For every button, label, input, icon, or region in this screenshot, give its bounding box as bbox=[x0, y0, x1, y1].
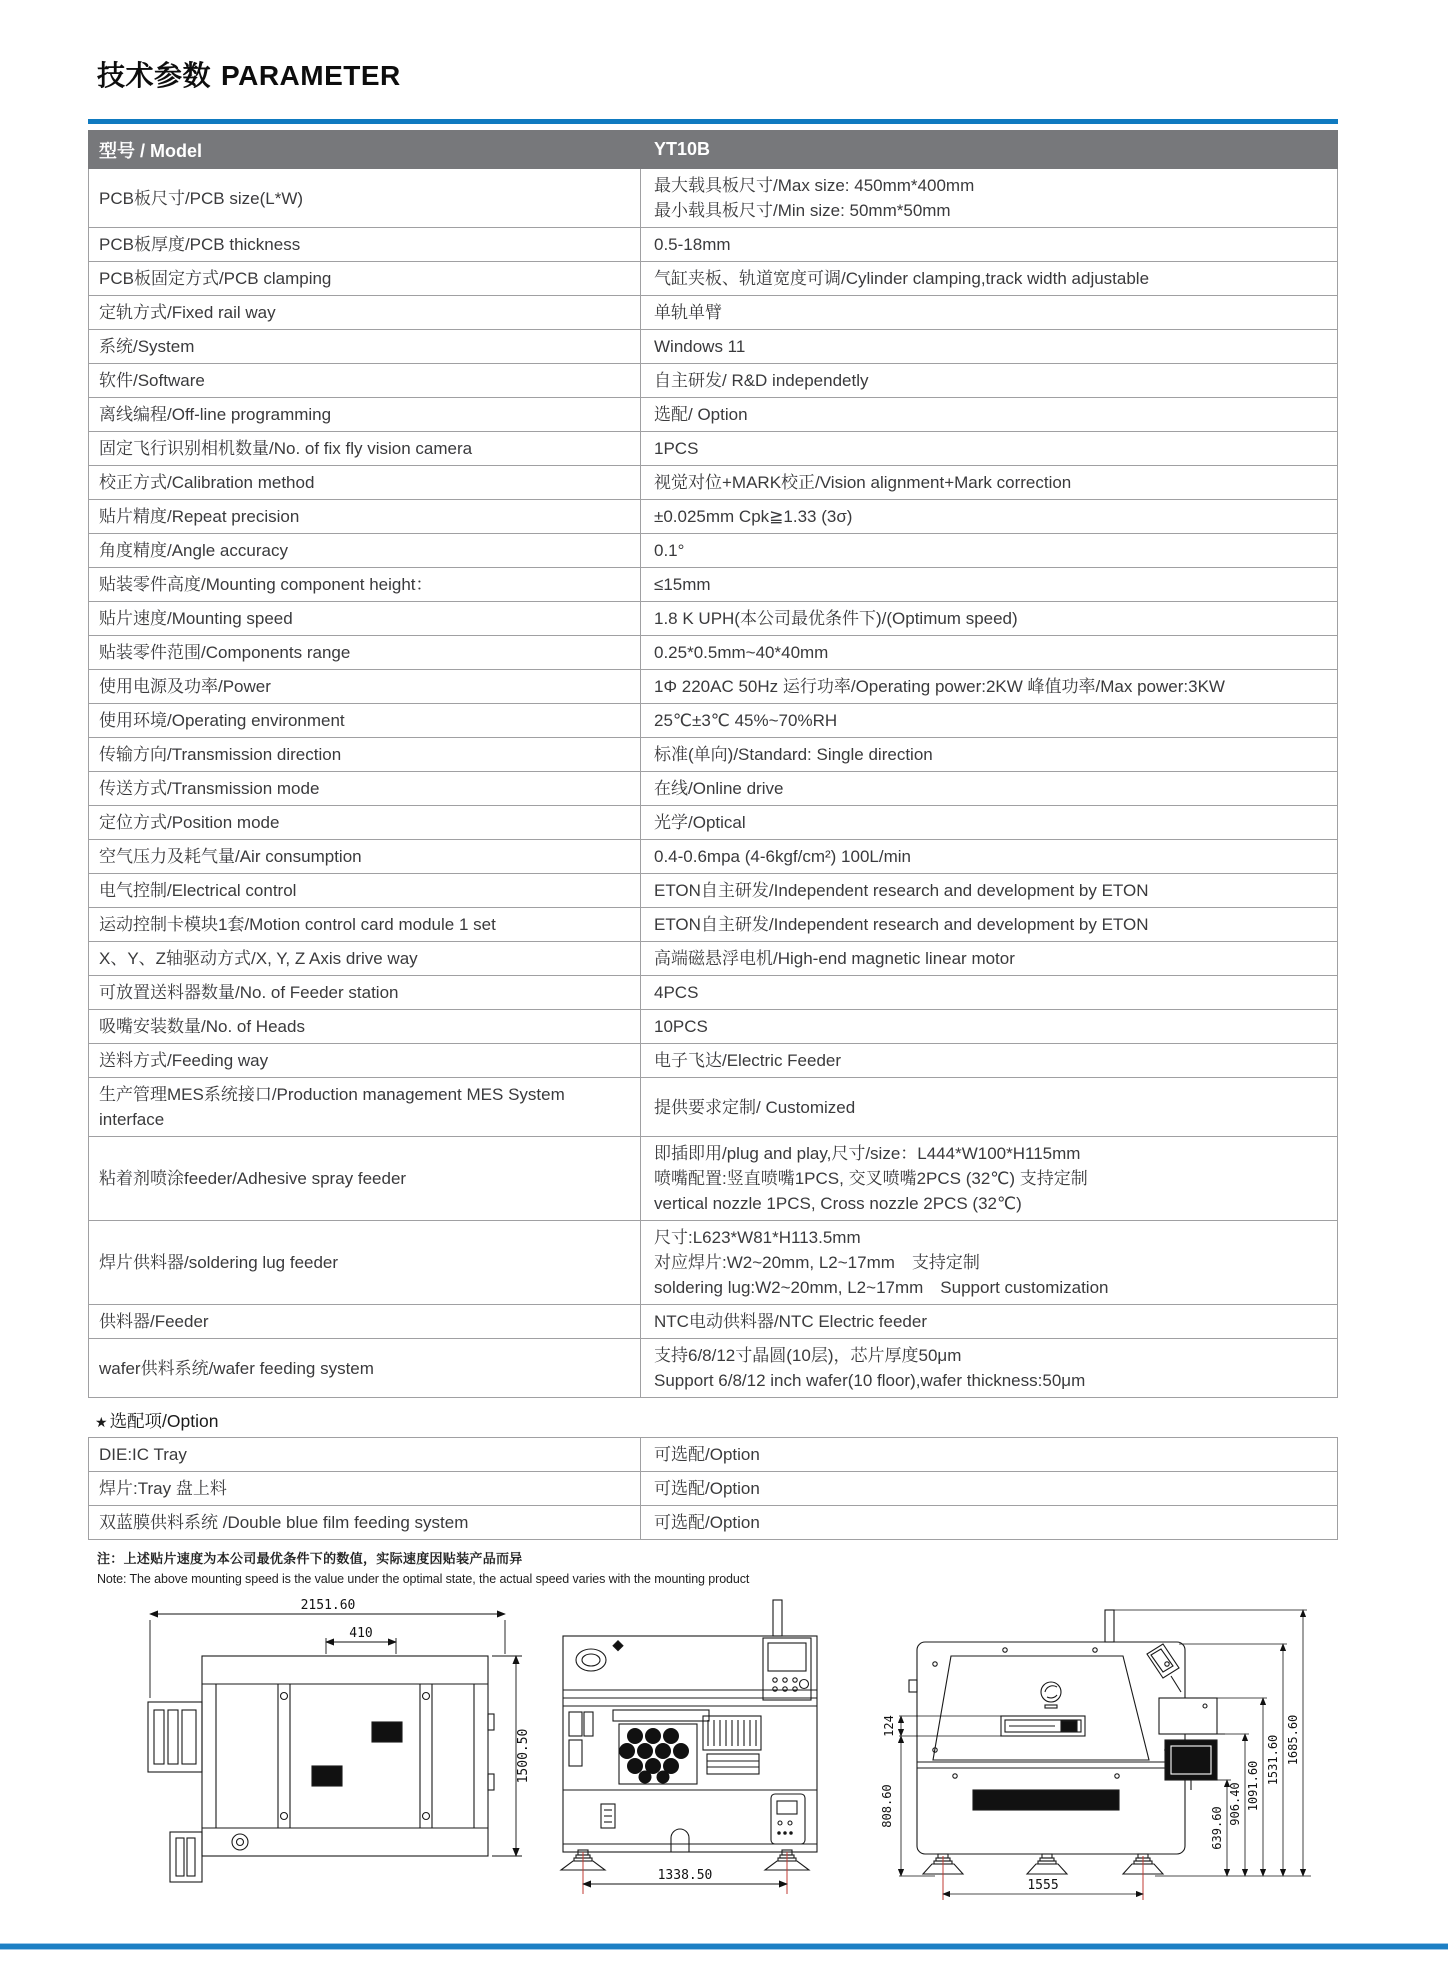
spec-value bbox=[641, 1221, 1338, 1305]
spec-label: PCB板固定方式/PCB clamping bbox=[89, 262, 641, 296]
spec-label: 固定飞行识别相机数量/No. of fix fly vision camera bbox=[89, 432, 641, 466]
option-row bbox=[89, 1506, 1338, 1540]
spec-label: 贴片精度/Repeat precision bbox=[89, 500, 641, 534]
spec-value-line: 25℃±3℃ 45%~70%RH bbox=[654, 711, 838, 730]
spec-label: 贴装零件范围/Components range bbox=[89, 636, 641, 670]
spec-row bbox=[89, 568, 1338, 602]
options-heading-label: 选配项/Option bbox=[109, 1411, 219, 1431]
spec-value-line: 喷嘴配置:竖直喷嘴1PCS, 交叉喷嘴2PCS (32℃) 支持定制 bbox=[654, 1169, 1088, 1188]
spec-value bbox=[641, 228, 1338, 262]
spec-value bbox=[641, 262, 1338, 296]
footnotes bbox=[97, 1548, 749, 1586]
spec-row bbox=[89, 330, 1338, 364]
page-title-zh: 技术参数 bbox=[97, 60, 212, 91]
option-value: 可选配/Option bbox=[641, 1506, 1338, 1540]
spec-value bbox=[641, 840, 1338, 874]
spec-label: 校正方式/Calibration method bbox=[89, 466, 641, 500]
spec-value-line: 光学/Optical bbox=[654, 813, 746, 832]
dimension-drawings bbox=[90, 1594, 1358, 1929]
spec-row bbox=[89, 432, 1338, 466]
bottom-accent-bar bbox=[0, 1943, 1448, 1950]
spec-row bbox=[89, 1010, 1338, 1044]
spec-value bbox=[641, 908, 1338, 942]
option-value: 可选配/Option bbox=[641, 1472, 1338, 1506]
spec-value-line: 支持6/8/12寸晶圆(10层)，芯片厚度50μm bbox=[654, 1346, 962, 1365]
spec-value bbox=[641, 1044, 1338, 1078]
spec-value-line: Windows 11 bbox=[654, 337, 746, 356]
option-value: 可选配/Option bbox=[641, 1438, 1338, 1472]
spec-label: 使用电源及功率/Power bbox=[89, 670, 641, 704]
spec-row bbox=[89, 500, 1338, 534]
spec-value-line: 1Φ 220AC 50Hz 运行功率/Operating power:2KW 峰值功率/Max power:3KW bbox=[654, 677, 1225, 696]
dim-side-h5: 1685.60 bbox=[1286, 1714, 1300, 1766]
dim-side-conveyor: 808.60 bbox=[880, 1784, 894, 1828]
spec-label: 生产管理MES系统接口/Production management MES System interface bbox=[89, 1078, 641, 1137]
spec-row bbox=[89, 874, 1338, 908]
spec-value-line: 视觉对位+MARK校正/Vision alignment+Mark correction bbox=[654, 473, 1072, 492]
spec-header-row bbox=[89, 131, 1338, 169]
spec-value bbox=[641, 466, 1338, 500]
spec-value-line: 1PCS bbox=[654, 439, 699, 458]
spec-label: 空气压力及耗气量/Air consumption bbox=[89, 840, 641, 874]
dim-side-slot: 124 bbox=[882, 1715, 896, 1737]
spec-row bbox=[89, 738, 1338, 772]
spec-value bbox=[641, 670, 1338, 704]
machine-front-view-drawing bbox=[535, 1594, 855, 1929]
spec-label: 贴装零件高度/Mounting component height： bbox=[89, 568, 641, 602]
spec-row bbox=[89, 1221, 1338, 1305]
spec-value-line: 即插即用/plug and play,尺寸/size：L444*W100*H115mm bbox=[654, 1144, 1081, 1163]
spec-table-body bbox=[89, 169, 1338, 1398]
spec-value-line: 气缸夹板、轨道宽度可调/Cylinder clamping,track width adjustable bbox=[654, 269, 1150, 288]
spec-row bbox=[89, 908, 1338, 942]
spec-row bbox=[89, 670, 1338, 704]
spec-value-line: 10PCS bbox=[654, 1017, 708, 1036]
spec-value bbox=[641, 398, 1338, 432]
spec-value-line: ETON自主研发/Independent research and development by ETON bbox=[654, 915, 1149, 934]
spec-value-line: 高端磁悬浮电机/High-end magnetic linear motor bbox=[654, 949, 1015, 968]
spec-row bbox=[89, 466, 1338, 500]
star-icon: ★ bbox=[95, 1414, 108, 1430]
spec-row bbox=[89, 364, 1338, 398]
spec-label: PCB板厚度/PCB thickness bbox=[89, 228, 641, 262]
spec-value-line: 标准(单向)/Standard: Single direction bbox=[654, 745, 933, 764]
spec-label: 传输方向/Transmission direction bbox=[89, 738, 641, 772]
spec-value-line: Support 6/8/12 inch wafer(10 floor),wafer thickness:50μm bbox=[654, 1371, 1086, 1390]
spec-value-line: 在线/Online drive bbox=[654, 779, 784, 798]
spec-value bbox=[641, 296, 1338, 330]
spec-row bbox=[89, 228, 1338, 262]
spec-row bbox=[89, 296, 1338, 330]
spec-value bbox=[641, 704, 1338, 738]
spec-row bbox=[89, 942, 1338, 976]
spec-value-line: 提供要求定制/ Customized bbox=[654, 1097, 856, 1117]
spec-value bbox=[641, 534, 1338, 568]
spec-label: 供料器/Feeder bbox=[89, 1305, 641, 1339]
spec-label: 离线编程/Off-line programming bbox=[89, 398, 641, 432]
page-title-en: PARAMETER bbox=[221, 60, 401, 91]
machine-top-view-drawing bbox=[90, 1594, 535, 1929]
spec-value bbox=[641, 1010, 1338, 1044]
spec-value-line: ±0.025mm Cpk≧1.33 (3σ) bbox=[654, 507, 853, 526]
spec-row bbox=[89, 976, 1338, 1010]
page-title bbox=[97, 54, 401, 94]
option-label: 焊片:Tray 盘上料 bbox=[89, 1472, 641, 1506]
spec-value-line: ≤15mm bbox=[654, 575, 711, 594]
spec-row bbox=[89, 840, 1338, 874]
spec-row bbox=[89, 806, 1338, 840]
spec-value bbox=[641, 806, 1338, 840]
spec-row bbox=[89, 704, 1338, 738]
spec-value-line: 1.8 K UPH(本公司最优条件下)/(Optimum speed) bbox=[654, 609, 1018, 628]
spec-label: 贴片速度/Mounting speed bbox=[89, 602, 641, 636]
option-row bbox=[89, 1438, 1338, 1472]
options-table bbox=[88, 1437, 1338, 1540]
spec-value-line: vertical nozzle 1PCS, Cross nozzle 2PCS (32℃) bbox=[654, 1194, 1022, 1213]
machine-side-view-drawing bbox=[855, 1594, 1335, 1929]
spec-row bbox=[89, 1044, 1338, 1078]
spec-table bbox=[88, 130, 1338, 1398]
spec-label: 电气控制/Electrical control bbox=[89, 874, 641, 908]
spec-value bbox=[641, 602, 1338, 636]
spec-value bbox=[641, 942, 1338, 976]
spec-label: PCB板尺寸/PCB size(L*W) bbox=[89, 169, 641, 228]
spec-value bbox=[641, 1078, 1338, 1137]
spec-row bbox=[89, 1339, 1338, 1398]
spec-label: 软件/Software bbox=[89, 364, 641, 398]
option-label: 双蓝膜供料系统 /Double blue film feeding system bbox=[89, 1506, 641, 1540]
spec-row bbox=[89, 169, 1338, 228]
spec-label: wafer供料系统/wafer feeding system bbox=[89, 1339, 641, 1398]
spec-label: 送料方式/Feeding way bbox=[89, 1044, 641, 1078]
spec-value bbox=[641, 636, 1338, 670]
spec-label: 角度精度/Angle accuracy bbox=[89, 534, 641, 568]
dim-side-h2: 906.40 bbox=[1228, 1782, 1242, 1826]
title-divider bbox=[88, 119, 1338, 124]
dim-side-h4: 1531.60 bbox=[1266, 1734, 1280, 1786]
spec-value-line: 选配/ Option bbox=[654, 405, 748, 424]
spec-label: 吸嘴安装数量/No. of Heads bbox=[89, 1010, 641, 1044]
spec-value bbox=[641, 500, 1338, 534]
spec-row bbox=[89, 398, 1338, 432]
spec-row bbox=[89, 534, 1338, 568]
spec-value bbox=[641, 169, 1338, 228]
spec-value-line: NTC电动供料器/NTC Electric feeder bbox=[654, 1312, 927, 1331]
spec-label: 焊片供料器/soldering lug feeder bbox=[89, 1221, 641, 1305]
dim-front-feet-span: 1338.50 bbox=[657, 1868, 713, 1883]
spec-value-line: 最大载具板尺寸/Max size: 450mm*400mm bbox=[654, 176, 975, 195]
spec-value bbox=[641, 432, 1338, 466]
spec-label: 粘着剂喷涂feeder/Adhesive spray feeder bbox=[89, 1137, 641, 1221]
dim-side-feet-span: 1555 bbox=[1027, 1878, 1059, 1893]
dim-side-h1: 639.60 bbox=[1210, 1806, 1224, 1850]
option-row bbox=[89, 1472, 1338, 1506]
spec-row bbox=[89, 262, 1338, 296]
spec-row bbox=[89, 636, 1338, 670]
footnote-en: Note: The above mounting speed is the value under the optimal state, the actual speed varies with the mounting product bbox=[97, 1572, 750, 1586]
spec-value-line: 0.1° bbox=[654, 541, 685, 560]
options-heading bbox=[95, 1408, 219, 1433]
spec-label: 传送方式/Transmission mode bbox=[89, 772, 641, 806]
spec-value-line: 0.5-18mm bbox=[654, 235, 731, 254]
spec-value bbox=[641, 330, 1338, 364]
spec-label: 系统/System bbox=[89, 330, 641, 364]
spec-value bbox=[641, 976, 1338, 1010]
spec-value-line: 尺寸:L623*W81*H113.5mm bbox=[654, 1228, 861, 1247]
option-label: DIE:IC Tray bbox=[89, 1438, 641, 1472]
spec-row bbox=[89, 1078, 1338, 1137]
spec-value-line: 电子飞达/Electric Feeder bbox=[654, 1051, 842, 1070]
spec-value bbox=[641, 1339, 1338, 1398]
spec-value bbox=[641, 364, 1338, 398]
option-table-body bbox=[89, 1438, 1338, 1540]
spec-label: X、Y、Z轴驱动方式/X, Y, Z Axis drive way bbox=[89, 942, 641, 976]
model-label-header: 型号 / Model bbox=[89, 131, 641, 169]
spec-label: 定位方式/Position mode bbox=[89, 806, 641, 840]
spec-value-line: 对应焊片:W2~20mm, L2~17mm 支持定制 bbox=[654, 1253, 980, 1272]
footnote-zh: 注：上述贴片速度为本公司最优条件下的数值，实际速度因贴装产品而异 bbox=[97, 1551, 523, 1566]
spec-row bbox=[89, 1137, 1338, 1221]
spec-row bbox=[89, 1305, 1338, 1339]
spec-value bbox=[641, 568, 1338, 602]
spec-value-line: 最小载具板尺寸/Min size: 50mm*50mm bbox=[654, 201, 951, 220]
spec-value-line: soldering lug:W2~20mm, L2~17mm Support customization bbox=[654, 1278, 1109, 1297]
spec-value-line: 0.4-0.6mpa (4-6kgf/cm²) 100L/min bbox=[654, 847, 911, 866]
spec-value-line: 自主研发/ R&D independetly bbox=[654, 371, 869, 390]
spec-value bbox=[641, 1305, 1338, 1339]
spec-value-line: 单轨单臂 bbox=[654, 303, 722, 322]
dim-top-width: 2151.60 bbox=[300, 1598, 356, 1613]
spec-value-line: ETON自主研发/Independent research and development by ETON bbox=[654, 881, 1149, 900]
spec-value bbox=[641, 1137, 1338, 1221]
spec-label: 定轨方式/Fixed rail way bbox=[89, 296, 641, 330]
spec-row bbox=[89, 602, 1338, 636]
spec-value-line: 0.25*0.5mm~40*40mm bbox=[654, 643, 829, 662]
spec-label: 使用环境/Operating environment bbox=[89, 704, 641, 738]
dim-top-depth: 1500.50 bbox=[516, 1728, 531, 1784]
spec-value bbox=[641, 772, 1338, 806]
spec-value-line: 4PCS bbox=[654, 983, 699, 1002]
spec-row bbox=[89, 772, 1338, 806]
spec-label: 可放置送料器数量/No. of Feeder station bbox=[89, 976, 641, 1010]
spec-value bbox=[641, 874, 1338, 908]
dim-top-inner: 410 bbox=[349, 1626, 373, 1641]
spec-value bbox=[641, 738, 1338, 772]
model-value-header: YT10B bbox=[641, 131, 1338, 169]
spec-label: 运动控制卡模块1套/Motion control card module 1 set bbox=[89, 908, 641, 942]
dim-side-h3: 1091.60 bbox=[1246, 1760, 1260, 1812]
